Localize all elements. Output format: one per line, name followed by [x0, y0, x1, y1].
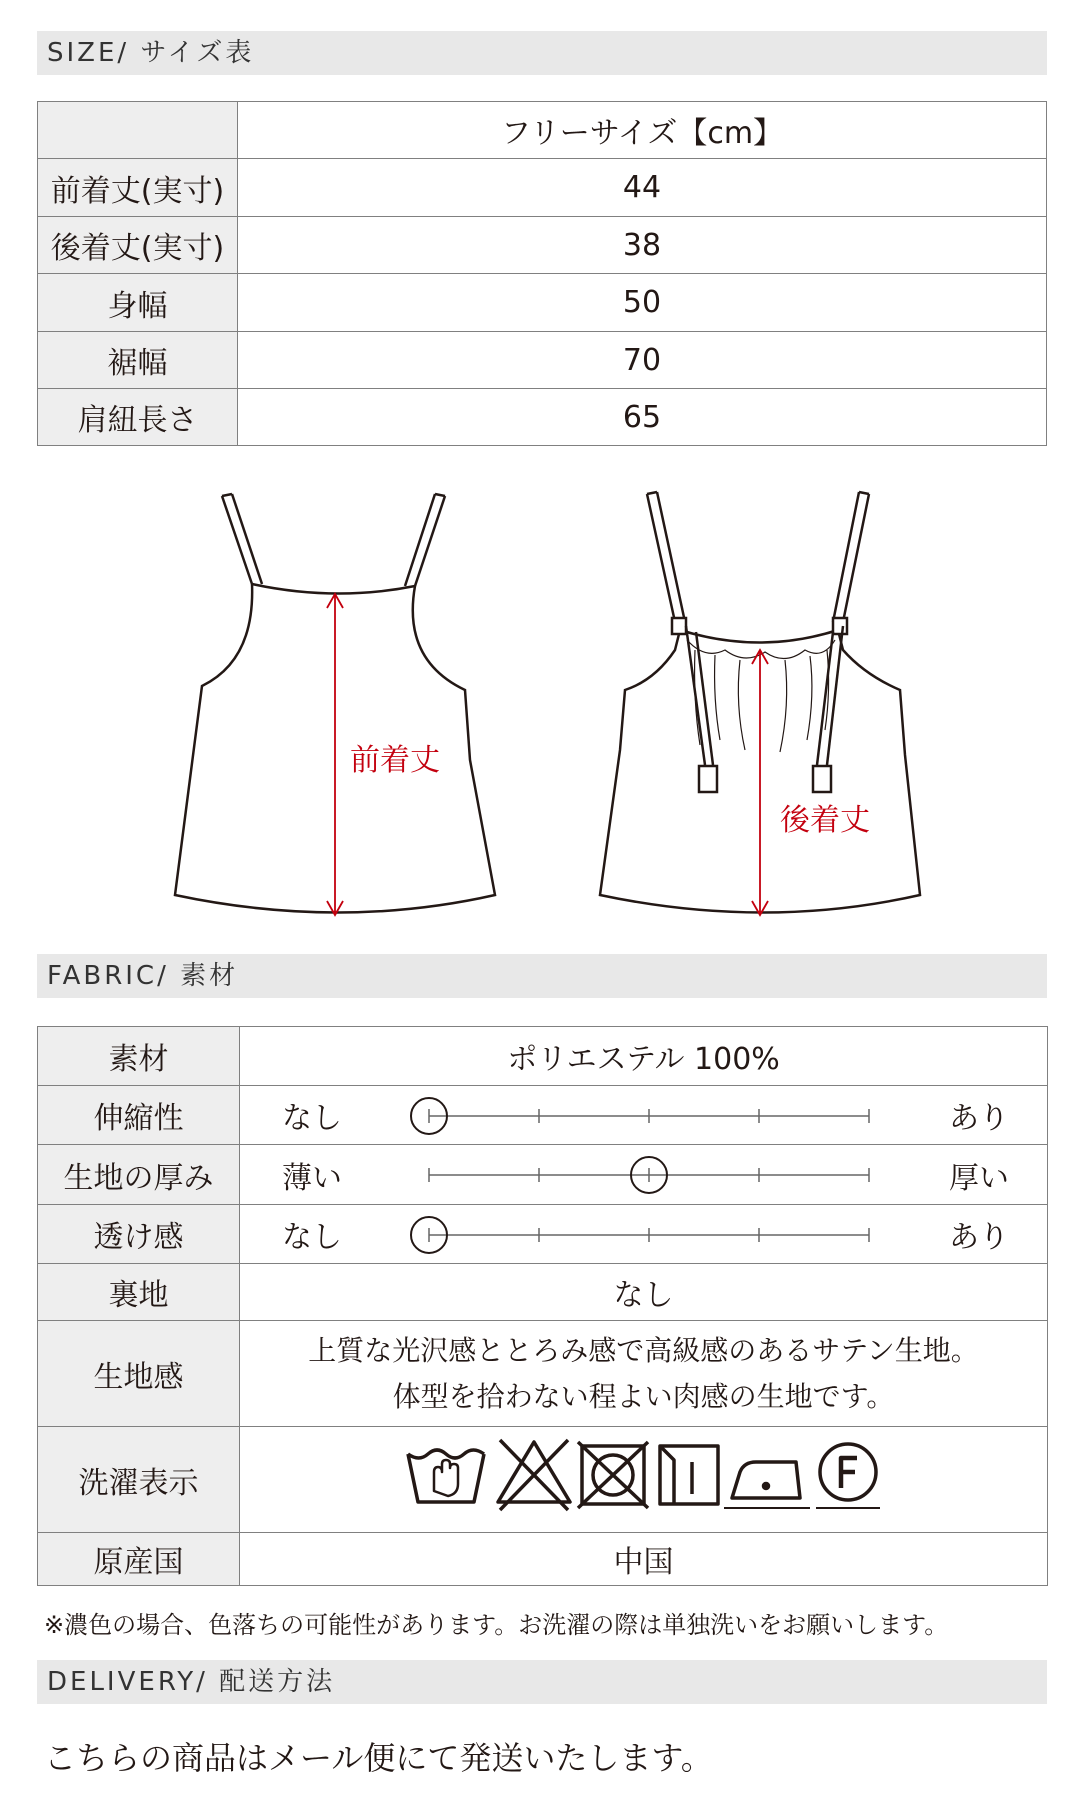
fabric-section-heading: FABRIC/ 素材 [37, 954, 1047, 998]
material-value: ポリエステル 100% [240, 1027, 1048, 1086]
material-label: 素材 [38, 1027, 240, 1086]
fabric-feel-value [240, 1321, 1048, 1427]
size-table [37, 101, 1047, 446]
back-garment-illustration [595, 490, 935, 930]
sheerness-label: 透け感 [38, 1205, 240, 1264]
fabric-feel-line: 体型を拾わない程よい肉感の生地です。 [392, 1379, 895, 1413]
thickness-label: 生地の厚み [38, 1145, 240, 1205]
thickness-left-label: 薄い [282, 1160, 342, 1196]
size-row-value: 70 [238, 332, 1047, 389]
sheerness-left-label: なし [282, 1220, 342, 1255]
size-row-value: 65 [238, 389, 1047, 446]
size-row-label: 後着丈(実寸) [38, 217, 238, 274]
size-table-corner [38, 102, 238, 159]
size-row-label: 身幅 [38, 274, 238, 332]
back-length-label: 後着丈 [780, 803, 870, 838]
care-label: 洗濯表示 [38, 1427, 240, 1533]
size-row-value: 38 [238, 217, 1047, 274]
size-section-heading: SIZE/ サイズ表 [37, 31, 1047, 75]
size-row-label: 裾幅 [38, 332, 238, 389]
origin-value: 中国 [240, 1533, 1048, 1586]
sheerness-scale-bar [395, 1213, 905, 1257]
care-note: ※濃色の場合、色落ちの可能性があります。お洗濯の際は単独洗いをお願いします。 [44, 1611, 949, 1639]
delivery-text: こちらの商品はメール便にて発送いたします。 [44, 1739, 713, 1777]
thickness-right-label: 厚い [949, 1160, 1009, 1196]
dry-clean-f-icon [816, 1444, 880, 1508]
stretch-scale-bar [395, 1094, 905, 1138]
sheerness-scale [240, 1205, 1048, 1264]
front-length-label: 前着丈 [350, 743, 440, 778]
stretch-label: 伸縮性 [38, 1086, 240, 1145]
lining-label: 裏地 [38, 1264, 240, 1321]
delivery-section-heading: DELIVERY/ 配送方法 [37, 1660, 1047, 1704]
size-row-label: 肩紐長さ [38, 389, 238, 446]
hand-wash-icon [408, 1450, 484, 1502]
stretch-scale [240, 1086, 1048, 1145]
size-row-value: 50 [238, 274, 1047, 332]
no-bleach-icon [498, 1440, 570, 1510]
front-garment-illustration [170, 490, 510, 930]
fabric-feel-line: 上質な光沢感ととろみ感で高級感のあるサテン生地。 [308, 1333, 979, 1367]
line-dry-shade-icon [660, 1446, 718, 1504]
size-row-value: 44 [238, 159, 1047, 217]
size-table-header: フリーサイズ【cm】 [238, 102, 1047, 159]
thickness-scale-bar [395, 1153, 905, 1197]
lining-value: なし [240, 1264, 1048, 1321]
low-iron-icon [724, 1462, 810, 1508]
stretch-left-label: なし [282, 1101, 342, 1136]
fabric-feel-label: 生地感 [38, 1321, 240, 1427]
care-symbols [404, 1436, 884, 1516]
fabric-table [37, 1026, 1048, 1586]
thickness-scale [240, 1145, 1048, 1205]
origin-label: 原産国 [38, 1533, 240, 1586]
sheerness-right-label: あり [949, 1220, 1009, 1255]
care-icons [240, 1427, 1048, 1533]
no-tumble-dry-icon [578, 1442, 648, 1508]
stretch-right-label: あり [949, 1101, 1009, 1136]
size-row-label: 前着丈(実寸) [38, 159, 238, 217]
